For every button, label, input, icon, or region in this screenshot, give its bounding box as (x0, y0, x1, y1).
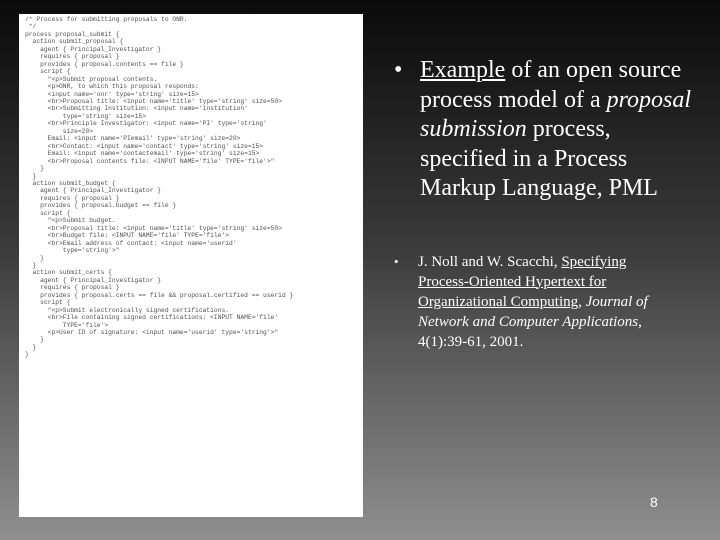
code-line: process proposal_submit { (25, 30, 120, 38)
code-line: script { (25, 209, 71, 217)
code-line: } (25, 172, 37, 180)
example-link[interactable]: Example (420, 57, 506, 83)
code-line: script { (25, 68, 71, 76)
reference-bullet (380, 252, 676, 352)
code-line: Email: <input name='PIemail' type='string' size=20> (25, 135, 241, 143)
code-line: provides { proposal.budget == file } (25, 202, 177, 210)
code-line: "<p>Submit proposal contents. (25, 75, 158, 83)
code-line: } (25, 254, 44, 262)
code-line: /* Process for submitting proposals to ONR. (25, 16, 188, 23)
code-line: action submit_budget { (25, 179, 116, 187)
code-line: } (25, 351, 29, 359)
code-line: type='string'>" (25, 247, 120, 255)
code-line: Email: <input name='contactemail' type='string' size=15> (25, 150, 260, 158)
code-line: agent { Principal_Investigator } (25, 45, 162, 53)
code-line: script { (25, 299, 71, 307)
code-line: agent { Principal_Investigator } (25, 276, 162, 284)
code-line: */ (25, 23, 37, 31)
bullet-marker: • (394, 57, 403, 83)
code-line: <br>Contact: <input name='contact' type='string' size=15> (25, 142, 264, 150)
code-line: <br>File containing signed certifications: <INPUT NAME='file' (25, 314, 279, 322)
code-listing (19, 14, 363, 359)
code-line: action submit_proposal { (25, 38, 124, 46)
code-line: provides { proposal.contents == file } (25, 60, 184, 68)
code-line: "<p>Submit electronically signed certifications. (25, 306, 230, 314)
code-line: provides { proposal.certs == file && proposal.certified == userid } (25, 291, 294, 299)
main-bullet-italic: proposal submission (420, 86, 692, 142)
code-line: requires { proposal } (25, 284, 120, 292)
code-line: <p>User ID of signature: <input name='userid' type='string'>" (25, 329, 279, 337)
code-line: <br>Proposal contents file: <INPUT NAME='file' TYPE='file'>" (25, 157, 275, 165)
code-line: size=20> (25, 127, 94, 135)
code-line: requires { proposal } (25, 194, 120, 202)
page-number: 8 (650, 494, 658, 510)
code-line: <br>Proposal title: <input name='title' type='string' size=50> (25, 224, 282, 232)
reference-separator: , (578, 293, 586, 310)
main-bullet-text-2: process, specified in a Process Markup Language, PML (420, 116, 658, 201)
code-listing-panel (19, 14, 363, 517)
code-line: requires { proposal } (25, 53, 120, 61)
code-line: <br>Budget file: <INPUT NAME='file' TYPE='file'> (25, 232, 230, 240)
code-line: } (25, 261, 37, 269)
slide-text (380, 56, 700, 352)
code-line: <br>Submitting Institution: <input name='institution' (25, 105, 248, 113)
code-line: type='string' size=15> (25, 112, 146, 120)
main-bullet (380, 56, 700, 204)
code-line: agent { Principal_Investigator } (25, 187, 162, 195)
code-line: <p>ONR, to which this proposal responds: (25, 83, 199, 91)
reference-journal: Journal of Network and Computer Applications (418, 293, 648, 330)
code-line: } (25, 336, 44, 344)
code-line: <input name='onr' type='string' size=15> (25, 90, 199, 98)
main-bullet-text-1: of an open source process model of a (420, 57, 682, 113)
code-line: TYPE='file'> (25, 321, 109, 329)
code-line: } (25, 343, 37, 351)
bullet-marker: • (394, 253, 399, 269)
reference-details: , 4(1):39-61, 2001. (418, 313, 642, 350)
code-line: "<p>Submit budget. (25, 217, 116, 225)
code-line: action submit_certs { (25, 269, 112, 277)
code-line: <br>Principle Investigator: <input name='PI' type='string' (25, 120, 267, 128)
reference-authors: J. Noll and W. Scacchi, (418, 253, 562, 270)
reference-title-link[interactable]: Specifying Process-Oriented Hypertext for Organizational Computing (418, 253, 627, 310)
code-line: <br>Proposal title: <input name='title' type='string' size=50> (25, 97, 282, 105)
code-line: } (25, 165, 44, 173)
code-line: <br>Email address of contact: <input name='userid' (25, 239, 237, 247)
